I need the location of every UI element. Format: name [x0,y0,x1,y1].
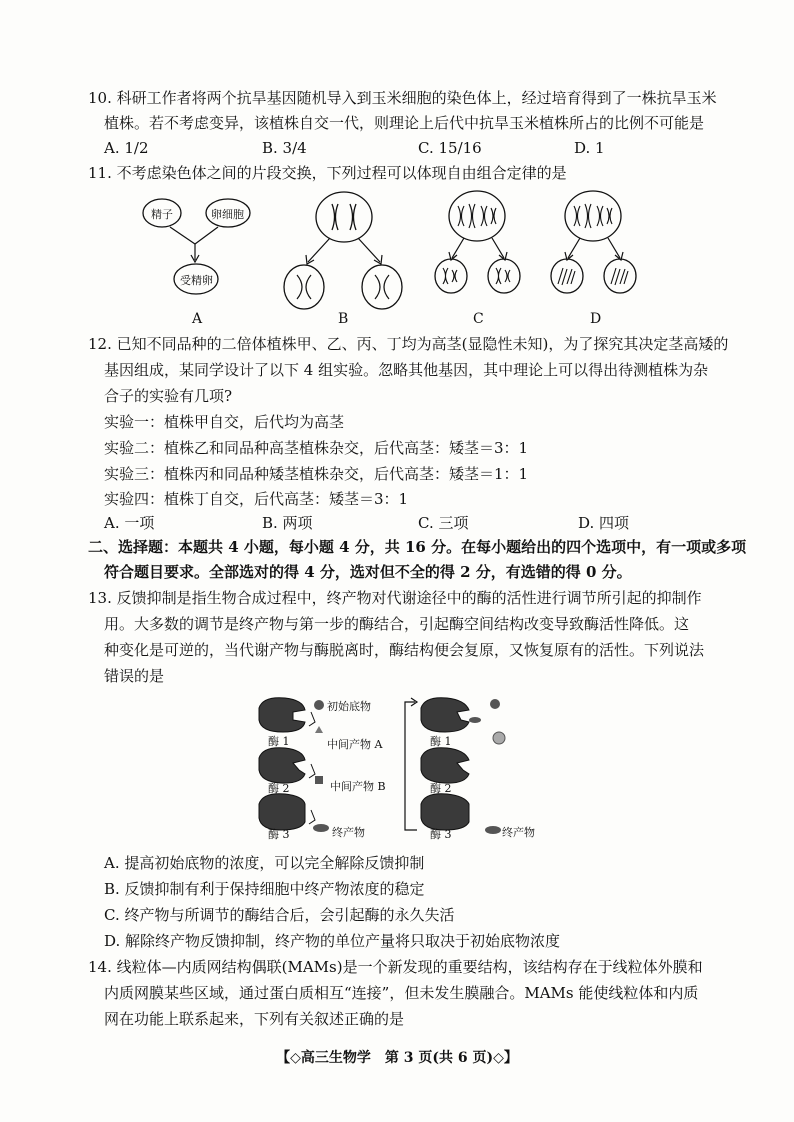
label-intermediate-b: 中间产物 B [330,780,386,793]
q12-exp1: 实验一：植株甲自交，后代均为高茎 [104,413,345,431]
label-enzyme-3: 酶 3 [268,828,290,841]
label-end-product: 终产物 [332,826,365,839]
q13-line1: 13. 反馈抑制是指生物合成过程中，终产物对代谢途径中的酶的活性进行调节所引起的抑制作 [88,589,702,607]
q13-option-c: C. 终产物与所调节的酶结合后，会引起酶的永久失活 [104,906,455,924]
q12-option-c: C. 三项 [418,514,469,532]
diagram-d-division [548,186,648,306]
label-egg: 卵细胞 [211,208,244,221]
q12-exp4: 实验四：植株丁自交，后代高茎：矮茎＝3：1 [104,490,409,508]
q11-line1: 11. 不考虑染色体之间的片段交换，下列过程可以体现自由组合定律的是 [88,164,567,182]
q14-line1: 14. 线粒体—内质网结构偶联(MAMs)是一个新发现的重要结构，该结构存在于线粒体外膜和 [88,958,703,976]
section2-line2: 符合题目要求。全部选对的得 4 分，选对但不全的得 2 分，有选错的得 0 分。 [104,563,632,581]
label-end-product-right: 终产物 [502,826,535,839]
q13-option-b: B. 反馈抑制有利于保持细胞中终产物浓度的稳定 [104,880,425,898]
label-enzyme-1-right: 酶 1 [430,735,452,748]
q14-line3: 网在功能上联系起来，下列有关叙述正确的是 [104,1010,405,1028]
diagram-c-division [432,186,532,306]
label-initial-substrate: 初始底物 [327,700,371,713]
page-footer: 【◇高三生物学 第 3 页(共 6 页)◇】 [276,1050,518,1066]
diagram-b-division [280,190,410,315]
feedback-inhibition-diagram [255,690,555,840]
q11-label-d: D [590,311,602,327]
q14-line2: 内质网膜某些区域，通过蛋白质相互“连接”，但未发生膜融合。MAMs 能使线粒体和内质 [104,984,699,1002]
label-intermediate-a: 中间产物 A [327,738,383,751]
section2-line1: 二、选择题：本题共 4 小题，每小题 4 分，共 16 分。在每小题给出的四个选项中，有一项或多项 [88,538,747,556]
q10-option-d: D. 1 [574,139,605,157]
q12-option-b: B. 两项 [262,514,313,532]
label-enzyme-2: 酶 2 [268,782,290,795]
label-enzyme-1: 酶 1 [268,735,290,748]
label-sperm: 精子 [151,208,173,221]
label-enzyme-2-right: 酶 2 [430,782,452,795]
q10-line2: 植株。若不考虑变异，该植株自交一代，则理论上后代中抗旱玉米植株所占的比例不可能是 [104,114,705,132]
q12-exp3: 实验三：植株丙和同品种矮茎植株杂交，后代高茎：矮茎＝1：1 [104,465,529,483]
q12-option-a: A. 一项 [104,514,155,532]
q12-exp2: 实验二：植株乙和同品种高茎植株杂交，后代高茎：矮茎＝3：1 [104,439,529,457]
label-zygote: 受精卵 [180,274,213,287]
q13-option-d: D. 解除终产物反馈抑制，终产物的单位产量将只取决于初始底物浓度 [104,932,561,950]
q10-option-b: B. 3/4 [262,139,307,157]
q12-line3: 合子的实验有几项? [104,387,233,405]
q12-option-d: D. 四项 [578,514,630,532]
label-enzyme-3-right: 酶 3 [430,828,452,841]
q13-option-a: A. 提高初始底物的浓度，可以完全解除反馈抑制 [104,854,425,872]
q11-label-b: B [338,311,349,327]
q10-option-c: C. 15/16 [418,139,482,157]
q13-line3: 种变化是可逆的，当代谢产物与酶脱离时，酶结构便会复原，又恢复原有的活性。下列说法 [104,641,705,659]
q10-line1: 10. 科研工作者将两个抗旱基因随机导入到玉米细胞的染色体上，经过培育得到了一株抗旱玉米 [88,89,717,107]
q13-line2: 用。大多数的调节是终产物与第一步的酶结合，引起酶空间结构改变导致酶活性降低。这 [104,615,690,633]
q12-line1: 12. 已知不同品种的二倍体植株甲、乙、丙、丁均为高茎(显隐性未知)，为了探究其决定茎高矮的 [88,335,729,353]
q12-line2: 基因组成，某同学设计了以下 4 组实验。忽略其他基因，其中理论上可以得出待测植株为杂 [104,361,709,379]
q10-option-a: A. 1/2 [104,139,149,157]
q11-label-c: C [473,311,484,327]
q11-label-a: A [192,311,203,327]
q13-line4: 错误的是 [104,667,165,685]
